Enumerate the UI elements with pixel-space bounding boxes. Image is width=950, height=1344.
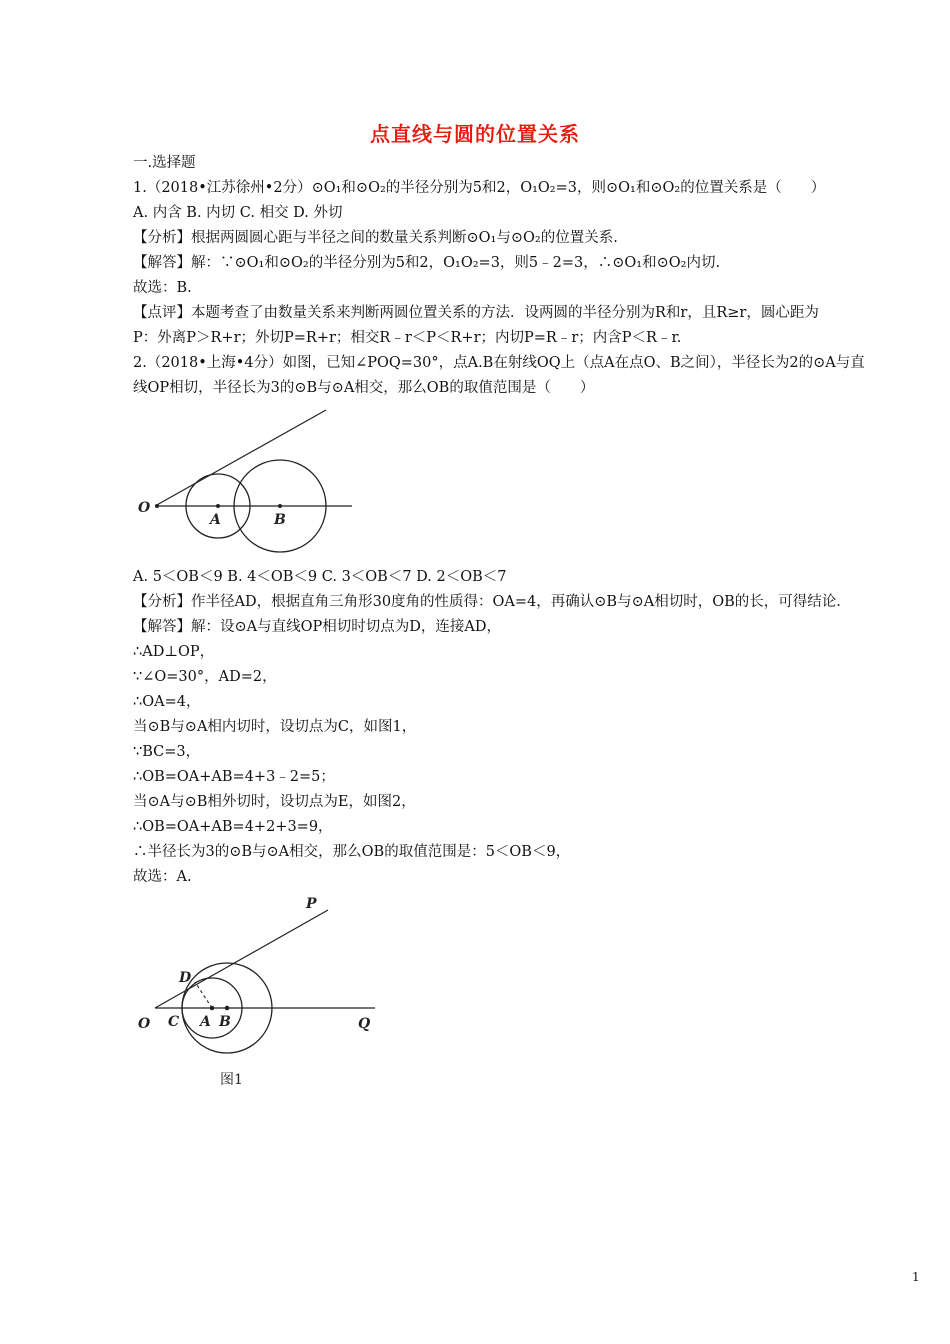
q2-solution-line: ∴OB=OA+AB=4+3﹣2=5； bbox=[133, 769, 335, 785]
q2-solution-line: ∵BC=3， bbox=[133, 744, 201, 760]
q2-analysis: 【分析】作半径AD，根据直角三角形30度角的性质得：OA=4，再确认⊙B与⊙A相切时，OB的长，可得结论. bbox=[133, 594, 841, 610]
label-a: A bbox=[210, 512, 221, 528]
q1-answer: 故选：B. bbox=[133, 280, 192, 296]
radius-ad bbox=[195, 982, 212, 1008]
label-a: A bbox=[200, 1014, 211, 1030]
q2-stem-line-1: 2.（2018•上海•4分）如图，已知∠POQ=30°，点A.B在射线OQ上（点A在点O、B之间），半径长为2的⊙A与直 bbox=[133, 355, 865, 371]
q2-options: A. 5＜OB＜9 B. 4＜OB＜9 C. 3＜OB＜7 D. 2＜OB＜7 bbox=[133, 569, 507, 585]
q2-solution-line: ∴半径长为3的⊙B与⊙A相交，那么OB的取值范围是：5＜OB＜9， bbox=[133, 844, 571, 860]
page-title: 点直线与圆的位置关系 bbox=[370, 122, 580, 146]
label-c: C bbox=[168, 1014, 180, 1030]
q2-solution-line: 【解答】解：设⊙A与直线OP相切时切点为D，连接AD， bbox=[133, 619, 501, 635]
ray-op bbox=[155, 410, 326, 506]
q1-options: A. 内含 B. 内切 C. 相交 D. 外切 bbox=[133, 205, 343, 221]
q1-solution: 【解答】解：∵⊙O₁和⊙O₂的半径分别为5和2，O₁O₂=3，则5﹣2=3，∴⊙O₁和⊙O₂内切. bbox=[133, 255, 721, 271]
q1-analysis: 【分析】根据两圆圆心距与半径之间的数量关系判断⊙O₁与⊙O₂的位置关系. bbox=[133, 230, 618, 246]
point-a bbox=[216, 504, 220, 508]
label-d: D bbox=[179, 970, 192, 986]
point-b bbox=[225, 1006, 230, 1011]
page-number: 1 bbox=[912, 1270, 920, 1284]
label-o: O bbox=[138, 1016, 151, 1032]
label-q: Q bbox=[358, 1016, 371, 1032]
q2-solution-line: 当⊙A与⊙B相外切时，设切点为E，如图2， bbox=[133, 794, 416, 810]
label-b: B bbox=[274, 512, 286, 528]
label-o: O bbox=[138, 500, 151, 516]
label-p: P bbox=[306, 896, 317, 912]
figure-2 bbox=[130, 890, 390, 1094]
q1-comment-line-2: P：外离P＞R+r；外切P=R+r；相交R﹣r＜P＜R+r；内切P=R﹣r；内含P＜R﹣r. bbox=[133, 330, 682, 346]
q1-comment-line-1: 【点评】本题考查了由数量关系来判断两圆位置关系的方法．设两圆的半径分别为R和r，且R≥r，圆心距为 bbox=[133, 305, 819, 321]
q2-solution-line: ∴OA=4， bbox=[133, 694, 201, 710]
section-heading: 一.选择题 bbox=[133, 155, 196, 171]
q2-solution-line: ∵∠O=30°，AD=2， bbox=[133, 669, 277, 685]
figure-1 bbox=[130, 400, 370, 569]
q2-solution-line: 故选：A. bbox=[133, 869, 192, 885]
point-o bbox=[155, 504, 159, 508]
ray-op bbox=[155, 910, 328, 1008]
figure-caption: 图1 bbox=[220, 1072, 243, 1088]
q1-stem: 1.（2018•江苏徐州•2分）⊙O₁和⊙O₂的半径分别为5和2，O₁O₂=3，则⊙O₁和⊙O₂的位置关系是（ ） bbox=[133, 180, 826, 196]
q2-solution-line: ∴AD⊥OP， bbox=[133, 644, 215, 660]
q2-solution-line: ∴OB=OA+AB=4+2+3=9， bbox=[133, 819, 333, 835]
label-b: B bbox=[219, 1014, 231, 1030]
q2-stem-line-2: 线OP相切，半径长为3的⊙B与⊙A相交，那么OB的取值范围是（ ） bbox=[133, 380, 595, 396]
point-a bbox=[210, 1006, 215, 1011]
q2-solution-line: 当⊙B与⊙A相内切时，设切点为C，如图1， bbox=[133, 719, 417, 735]
point-b bbox=[278, 504, 282, 508]
